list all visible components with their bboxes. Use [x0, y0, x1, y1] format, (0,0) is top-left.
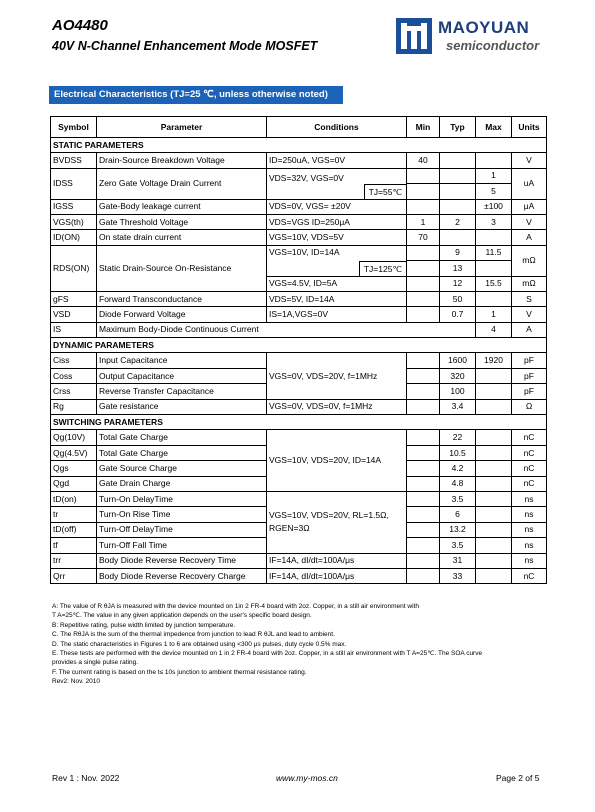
typ-cell: 0.7 [440, 307, 476, 322]
min-cell [407, 353, 440, 368]
cond-line-1: VGS=10V, VDS=20V, RL=1.5Ω, [269, 510, 389, 521]
cond-cell: VDS=5V, ID=14A [267, 291, 407, 306]
param-cell: Body Diode Reverse Recovery Time [97, 553, 267, 568]
min-cell [407, 168, 440, 183]
symbol-cell: Qrr [51, 568, 97, 583]
symbol-cell: trr [51, 553, 97, 568]
unit-cell: V [512, 307, 547, 322]
cond-main: VGS=10V, ID=14A [269, 246, 340, 257]
max-cell [476, 553, 512, 568]
section-dynamic: DYNAMIC PARAMETERS [51, 338, 547, 353]
min-cell [407, 522, 440, 537]
param-cell: Gate Source Charge [97, 461, 267, 476]
cond-cell [267, 168, 407, 199]
max-cell: 1 [476, 307, 512, 322]
param-cell: Diode Forward Voltage [97, 307, 267, 322]
table-row [51, 168, 547, 183]
company-logo [396, 18, 546, 54]
cond-cell: VDS=VGS ID=250μA [267, 214, 407, 229]
max-cell [476, 445, 512, 460]
table-row [51, 553, 547, 568]
min-cell [407, 261, 440, 276]
param-cell: Gate resistance [97, 399, 267, 414]
symbol-cell: gFS [51, 291, 97, 306]
typ-cell [440, 168, 476, 183]
typ-cell [440, 230, 476, 245]
footer-url[interactable]: www.my-mos.cn [276, 773, 338, 783]
unit-cell: nC [512, 430, 547, 445]
param-cell: Forward Transconductance [97, 291, 267, 306]
cond-cell: VDS=0V, VGS= ±20V [267, 199, 407, 214]
cond-line-2: RGEN=3Ω [269, 523, 310, 534]
section-banner: Electrical Characteristics (TJ=25 ℃, unless otherwise noted) [49, 86, 343, 104]
symbol-cell: Qgd [51, 476, 97, 491]
typ-cell: 22 [440, 430, 476, 445]
param-cell: Turn-Off DelayTime [97, 522, 267, 537]
unit-cell: pF [512, 353, 547, 368]
table-row [51, 430, 547, 445]
table-row [51, 568, 547, 583]
max-cell [476, 430, 512, 445]
max-cell: 3 [476, 214, 512, 229]
param-cell: Body Diode Reverse Recovery Charge [97, 568, 267, 583]
symbol-cell: Rg [51, 399, 97, 414]
min-cell [407, 538, 440, 553]
section-switching: SWITCHING PARAMETERS [51, 415, 547, 430]
table-row [51, 322, 547, 337]
unit-cell: ns [512, 522, 547, 537]
symbol-cell: IGSS [51, 199, 97, 214]
param-cell: On state drain current [97, 230, 267, 245]
col-min: Min [407, 117, 440, 138]
unit-cell: pF [512, 368, 547, 383]
symbol-cell: IDSS [51, 168, 97, 199]
max-cell: 5 [476, 184, 512, 199]
table-row [51, 291, 547, 306]
param-cell: Input Capacitance [97, 353, 267, 368]
cond-cell: VGS=10V, VDS=20V, ID=14A [267, 430, 407, 492]
table-row [51, 353, 547, 368]
param-cell: Gate Threshold Voltage [97, 214, 267, 229]
max-cell: 11.5 [476, 245, 512, 260]
max-cell: 15.5 [476, 276, 512, 291]
typ-cell: 2 [440, 214, 476, 229]
unit-cell: uA [512, 168, 547, 199]
min-cell [407, 553, 440, 568]
max-cell [476, 291, 512, 306]
symbol-cell: BVDSS [51, 153, 97, 168]
note-line: provides a single pulse rating. [52, 659, 138, 667]
max-cell [476, 461, 512, 476]
cond-main: VDS=32V, VGS=0V [269, 172, 344, 183]
max-cell [476, 507, 512, 522]
min-cell [407, 368, 440, 383]
param-cell: Turn-On Rise Time [97, 507, 267, 522]
max-cell [476, 522, 512, 537]
table-row [51, 307, 547, 322]
unit-cell: μA [512, 199, 547, 214]
logo-name: MAOYUAN [438, 18, 530, 37]
max-cell [476, 261, 512, 276]
symbol-cell: Coss [51, 368, 97, 383]
table-header [51, 117, 547, 138]
min-cell [407, 291, 440, 306]
max-cell [476, 368, 512, 383]
note-line: B: Repetitive rating, pulse width limited by junction temperature. [52, 621, 236, 629]
table-row [51, 491, 547, 506]
cond-cell: IF=14A, dI/dt=100A/μs [267, 553, 407, 568]
typ-cell: 13 [440, 261, 476, 276]
min-cell [407, 491, 440, 506]
table-row [51, 399, 547, 414]
max-cell [476, 384, 512, 399]
symbol-cell: tf [51, 538, 97, 553]
symbol-cell: Ciss [51, 353, 97, 368]
param-cell: Turn-On DelayTime [97, 491, 267, 506]
unit-cell: mΩ [512, 245, 547, 276]
typ-cell: 320 [440, 368, 476, 383]
note-line: Rev2: Nov. 2010 [52, 678, 100, 686]
table-row [51, 245, 547, 260]
col-max: Max [476, 117, 512, 138]
symbol-cell: RDS(ON) [51, 245, 97, 291]
footnotes [52, 602, 552, 687]
max-cell: 4 [476, 322, 512, 337]
typ-cell [440, 184, 476, 199]
table-row [51, 153, 547, 168]
max-cell [476, 568, 512, 583]
max-cell [476, 491, 512, 506]
min-cell [407, 568, 440, 583]
typ-cell: 50 [440, 291, 476, 306]
max-cell [476, 538, 512, 553]
unit-cell: ns [512, 507, 547, 522]
param-cell: Reverse Transfer Capacitance [97, 384, 267, 399]
symbol-cell: Crss [51, 384, 97, 399]
note-line: E. These tests are performed with the device mounted on 1 in 2 FR-4 board with 2oz. Copper, in a still air environment with T A=25℃. The SOA curve [52, 650, 483, 658]
max-cell: 1920 [476, 353, 512, 368]
cond-cell [267, 245, 407, 276]
unit-cell: nC [512, 476, 547, 491]
table-row [51, 230, 547, 245]
section-row [51, 138, 547, 153]
typ-cell: 100 [440, 384, 476, 399]
param-cell: Gate-Body leakage current [97, 199, 267, 214]
unit-cell: V [512, 153, 547, 168]
unit-cell: nC [512, 461, 547, 476]
max-cell [476, 230, 512, 245]
col-typ: Typ [440, 117, 476, 138]
min-cell [407, 461, 440, 476]
symbol-cell: VGS(th) [51, 214, 97, 229]
min-cell [407, 199, 440, 214]
min-cell [407, 384, 440, 399]
characteristics-table [50, 116, 547, 584]
col-conditions: Conditions [267, 117, 407, 138]
min-cell [407, 307, 440, 322]
typ-cell: 6 [440, 507, 476, 522]
note-line: T A=25℃. The value in any given application depends on the user's specific board design. [52, 612, 312, 620]
cond-cell: IF=14A, dI/dt=100A/μs [267, 568, 407, 583]
param-cell: Zero Gate Voltage Drain Current [97, 168, 267, 199]
min-cell [407, 399, 440, 414]
unit-cell: pF [512, 384, 547, 399]
min-cell [407, 184, 440, 199]
min-cell [407, 245, 440, 260]
max-cell [476, 399, 512, 414]
unit-cell: Ω [512, 399, 547, 414]
cond-cell: VGS=10V, VDS=5V [267, 230, 407, 245]
typ-cell: 10.5 [440, 445, 476, 460]
max-cell: ±100 [476, 199, 512, 214]
param-cell: Total Gate Charge [97, 445, 267, 460]
cond-cell [267, 491, 407, 553]
note-line: C. The RθJA is the sum of the thermal impedence from junction to lead R θJL and lead to ambient. [52, 631, 335, 639]
symbol-cell: tD(on) [51, 491, 97, 506]
param-cell: Maximum Body-Diode Continuous Current [97, 322, 476, 337]
note-line: A: The value of R θJA is measured with the device mounted on 1in 2 FR-4 board with 2oz. Copper, in a still air environment with [52, 603, 419, 610]
typ-cell: 3.5 [440, 491, 476, 506]
typ-cell: 4.8 [440, 476, 476, 491]
typ-cell: 13.2 [440, 522, 476, 537]
col-parameter: Parameter [97, 117, 267, 138]
param-cell: Turn-Off Fall Time [97, 538, 267, 553]
min-cell [407, 476, 440, 491]
cond-temp: TJ=55℃ [364, 184, 406, 199]
logo-mark-icon [396, 18, 432, 54]
typ-cell [440, 199, 476, 214]
symbol-cell: Qg(10V) [51, 430, 97, 445]
max-cell: 1 [476, 168, 512, 183]
section-row [51, 415, 547, 430]
typ-cell [440, 153, 476, 168]
typ-cell: 12 [440, 276, 476, 291]
cond-cell: IS=1A,VGS=0V [267, 307, 407, 322]
typ-cell: 3.4 [440, 399, 476, 414]
footer-page: Page 2 of 5 [496, 773, 540, 783]
unit-cell: mΩ [512, 276, 547, 291]
part-number: AO4480 [52, 17, 108, 34]
symbol-cell: IS [51, 322, 97, 337]
note-line: F. The current rating is based on the t≤ 10s junction to ambient thermal resistance rating. [52, 668, 307, 676]
min-cell: 40 [407, 153, 440, 168]
section-static: STATIC PARAMETERS [51, 138, 547, 153]
footer-revision: Rev 1 : Nov. 2022 [52, 773, 120, 783]
min-cell [407, 507, 440, 522]
min-cell: 1 [407, 214, 440, 229]
symbol-cell: Qg(4.5V) [51, 445, 97, 460]
typ-cell: 1600 [440, 353, 476, 368]
symbol-cell: tr [51, 507, 97, 522]
max-cell [476, 153, 512, 168]
col-units: Units [512, 117, 547, 138]
unit-cell: ns [512, 491, 547, 506]
unit-cell: ns [512, 553, 547, 568]
table-row [51, 214, 547, 229]
cond-cell: VGS=0V, VDS=0V, f=1MHz [267, 399, 407, 414]
cond-temp: TJ=125℃ [359, 261, 406, 276]
unit-cell: A [512, 230, 547, 245]
section-row [51, 338, 547, 353]
param-cell: Output Capacitance [97, 368, 267, 383]
symbol-cell: tD(off) [51, 522, 97, 537]
unit-cell: nC [512, 445, 547, 460]
min-cell [407, 276, 440, 291]
note-line: D. The static characteristics in Figures 1 to 6 are obtained using <300 μs pulses, duty cycle 0.5% max. [52, 640, 347, 648]
cond-cell: ID=250uA, VGS=0V [267, 153, 407, 168]
max-cell [476, 476, 512, 491]
unit-cell: V [512, 214, 547, 229]
unit-cell: S [512, 291, 547, 306]
part-description: 40V N-Channel Enhancement Mode MOSFET [52, 39, 318, 53]
typ-cell: 4.2 [440, 461, 476, 476]
min-cell: 70 [407, 230, 440, 245]
param-cell: Static Drain-Source On-Resistance [97, 245, 267, 291]
cond-cell: VGS=4.5V, ID=5A [267, 276, 407, 291]
symbol-cell: VSD [51, 307, 97, 322]
symbol-cell: Qgs [51, 461, 97, 476]
unit-cell: nC [512, 568, 547, 583]
unit-cell: A [512, 322, 547, 337]
unit-cell: ns [512, 538, 547, 553]
symbol-cell: ID(ON) [51, 230, 97, 245]
param-cell: Drain-Source Breakdown Voltage [97, 153, 267, 168]
table-row [51, 199, 547, 214]
param-cell: Gate Drain Charge [97, 476, 267, 491]
min-cell [407, 445, 440, 460]
cond-cell: VGS=0V, VDS=20V, f=1MHz [267, 353, 407, 399]
param-cell: Total Gate Charge [97, 430, 267, 445]
typ-cell: 31 [440, 553, 476, 568]
typ-cell: 9 [440, 245, 476, 260]
typ-cell: 33 [440, 568, 476, 583]
typ-cell: 3.5 [440, 538, 476, 553]
logo-sub: semiconductor [446, 38, 540, 53]
col-symbol: Symbol [51, 117, 97, 138]
min-cell [407, 430, 440, 445]
